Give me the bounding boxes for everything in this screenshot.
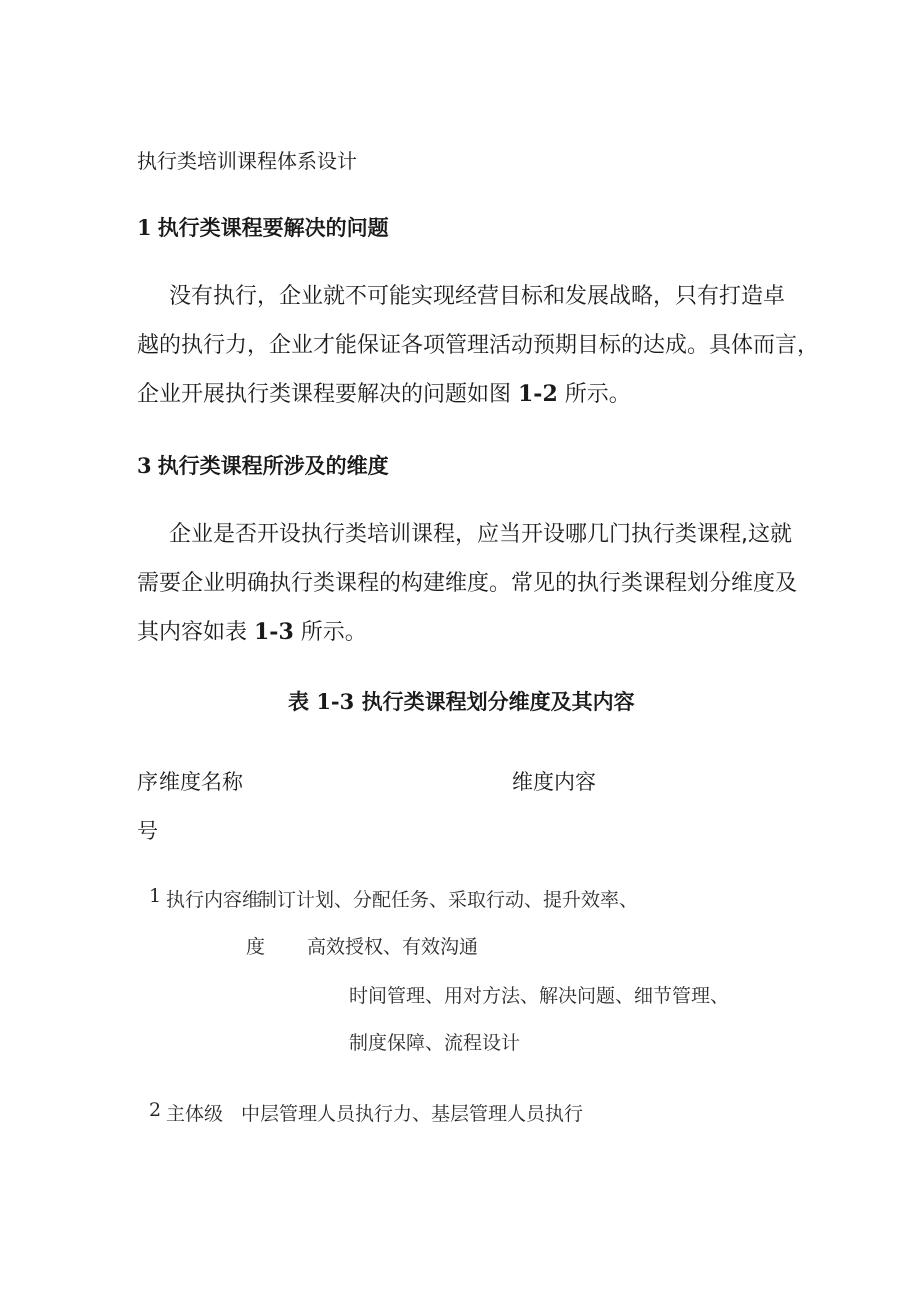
- paragraph-line: 需要企业明确执行类课程的构建维度。常见的执行类课程划分维度及: [137, 571, 798, 596]
- paragraph-line: 企业开展执行类课程要解决的问题如图 1-2 所示。: [137, 381, 631, 407]
- paragraph-line: 企业是否开设执行类培训课程，应当开设哪几门执行类课程,这就: [169, 522, 792, 547]
- table-row-name: 主体级: [166, 1103, 224, 1125]
- table-row-content-line: 高效授权、有效沟通: [307, 936, 479, 958]
- document-title: 执行类培训课程体系设计: [137, 149, 357, 173]
- table-row-name: 执行内容维: [166, 889, 262, 911]
- paragraph-execution-problems: [137, 272, 820, 419]
- header-sequence-cont: 号: [137, 819, 158, 843]
- table-row-content-line: 制订计划、分配任务、采取行动、提升效率、: [258, 889, 639, 911]
- section-heading-1: [137, 212, 389, 242]
- header-sequence: 序: [137, 770, 158, 794]
- section-number: 1: [137, 215, 152, 240]
- table-row-content-line: 时间管理、用对方法、解决问题、细节管理、: [349, 985, 730, 1007]
- section-title: 执行类课程所涉及的维度: [157, 454, 389, 478]
- table-number: 1-3: [316, 689, 355, 714]
- table-row-content-line: 中层管理人员执行力、基层管理人员执行: [241, 1103, 584, 1125]
- table-row-number: 1: [149, 885, 162, 907]
- section-heading-3: [137, 450, 389, 480]
- section-number: 3: [137, 453, 152, 478]
- table-row-name-cont: 度: [246, 936, 266, 958]
- paragraph-line: 越的执行力，企业才能保证各项管理活动预期目标的达成。具体而言，: [137, 333, 820, 358]
- header-dimension-content: 维度内容: [512, 770, 596, 794]
- paragraph-course-dimensions: [137, 510, 798, 657]
- table-row-number: 2: [149, 1099, 162, 1121]
- table-reference: 1-3: [254, 619, 294, 645]
- table-caption: 表 1-3 执行类课程划分维度及其内容: [288, 689, 635, 714]
- paragraph-line: 没有执行，企业就不可能实现经营目标和发展战略，只有打造卓: [169, 284, 786, 309]
- table-row-content-line: 制度保障、流程设计: [349, 1032, 521, 1054]
- header-dimension-name: 维度名称: [159, 770, 243, 794]
- section-title: 执行类课程要解决的问题: [157, 216, 389, 240]
- figure-reference: 1-2: [518, 381, 558, 407]
- paragraph-line: 其内容如表 1-3 所示。: [137, 619, 367, 645]
